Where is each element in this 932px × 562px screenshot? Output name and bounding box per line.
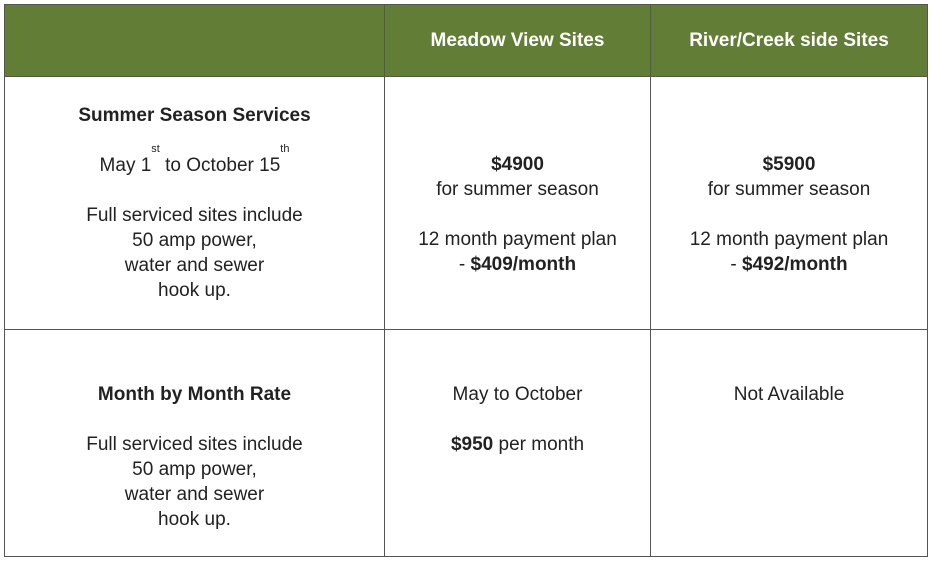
summer-river-price: $5900 <box>762 154 816 175</box>
summer-meadow-cell <box>385 77 651 330</box>
monthly-includes-line: water and sewer <box>124 484 265 505</box>
monthly-meadow-price: $950 <box>450 434 494 455</box>
summer-river-monthly <box>651 252 927 277</box>
summer-meadow-monthly <box>385 252 650 277</box>
monthly-row <box>5 330 928 557</box>
monthly-includes-line: 50 amp power, <box>132 459 257 480</box>
summer-includes-line: water and sewer <box>124 255 265 276</box>
summer-includes-line: 50 amp power, <box>132 230 257 251</box>
header-meadow-view: Meadow View Sites <box>385 5 651 77</box>
summer-dates <box>5 143 384 178</box>
rates-table <box>4 4 928 557</box>
summer-label-cell <box>5 77 385 330</box>
summer-includes <box>5 203 384 303</box>
monthly-includes-line: Full serviced sites include <box>86 434 303 455</box>
monthly-river-note: Not Available <box>733 384 845 405</box>
monthly-meadow-cell <box>385 330 651 557</box>
monthly-title: Month by Month Rate <box>97 384 292 405</box>
summer-river-plan: 12 month payment plan <box>689 229 889 250</box>
monthly-label-cell <box>5 330 385 557</box>
summer-title: Summer Season Services <box>78 105 311 126</box>
summer-meadow-monthly-dash: - <box>458 254 471 275</box>
monthly-includes-line: hook up. <box>158 509 231 530</box>
summer-meadow-price-note: for summer season <box>436 179 599 200</box>
monthly-river-cell <box>651 330 928 557</box>
summer-river-price-note: for summer season <box>707 179 871 200</box>
summer-dates-sup-st: st <box>151 143 160 155</box>
summer-meadow-plan: 12 month payment plan <box>418 229 617 250</box>
summer-meadow-monthly-amount: $409/month <box>470 254 577 275</box>
header-corner-cell <box>5 5 385 77</box>
summer-river-monthly-dash: - <box>730 254 742 275</box>
header-row <box>5 5 928 77</box>
monthly-meadow-price-suffix: per month <box>493 434 585 455</box>
summer-meadow-price: $4900 <box>491 154 544 175</box>
summer-includes-line: Full serviced sites include <box>86 205 303 226</box>
summer-row <box>5 77 928 330</box>
monthly-meadow-price-line <box>385 432 650 457</box>
summer-dates-start: May 1 <box>99 155 152 176</box>
summer-dates-sup-th: th <box>280 143 290 155</box>
summer-dates-end: to October 15 <box>159 155 281 176</box>
header-river-creek: River/Creek side Sites <box>651 5 928 77</box>
summer-river-monthly-amount: $492/month <box>742 254 848 275</box>
summer-river-cell <box>651 77 928 330</box>
monthly-includes <box>5 432 384 532</box>
summer-includes-line: hook up. <box>158 280 231 301</box>
monthly-meadow-period: May to October <box>452 384 583 405</box>
